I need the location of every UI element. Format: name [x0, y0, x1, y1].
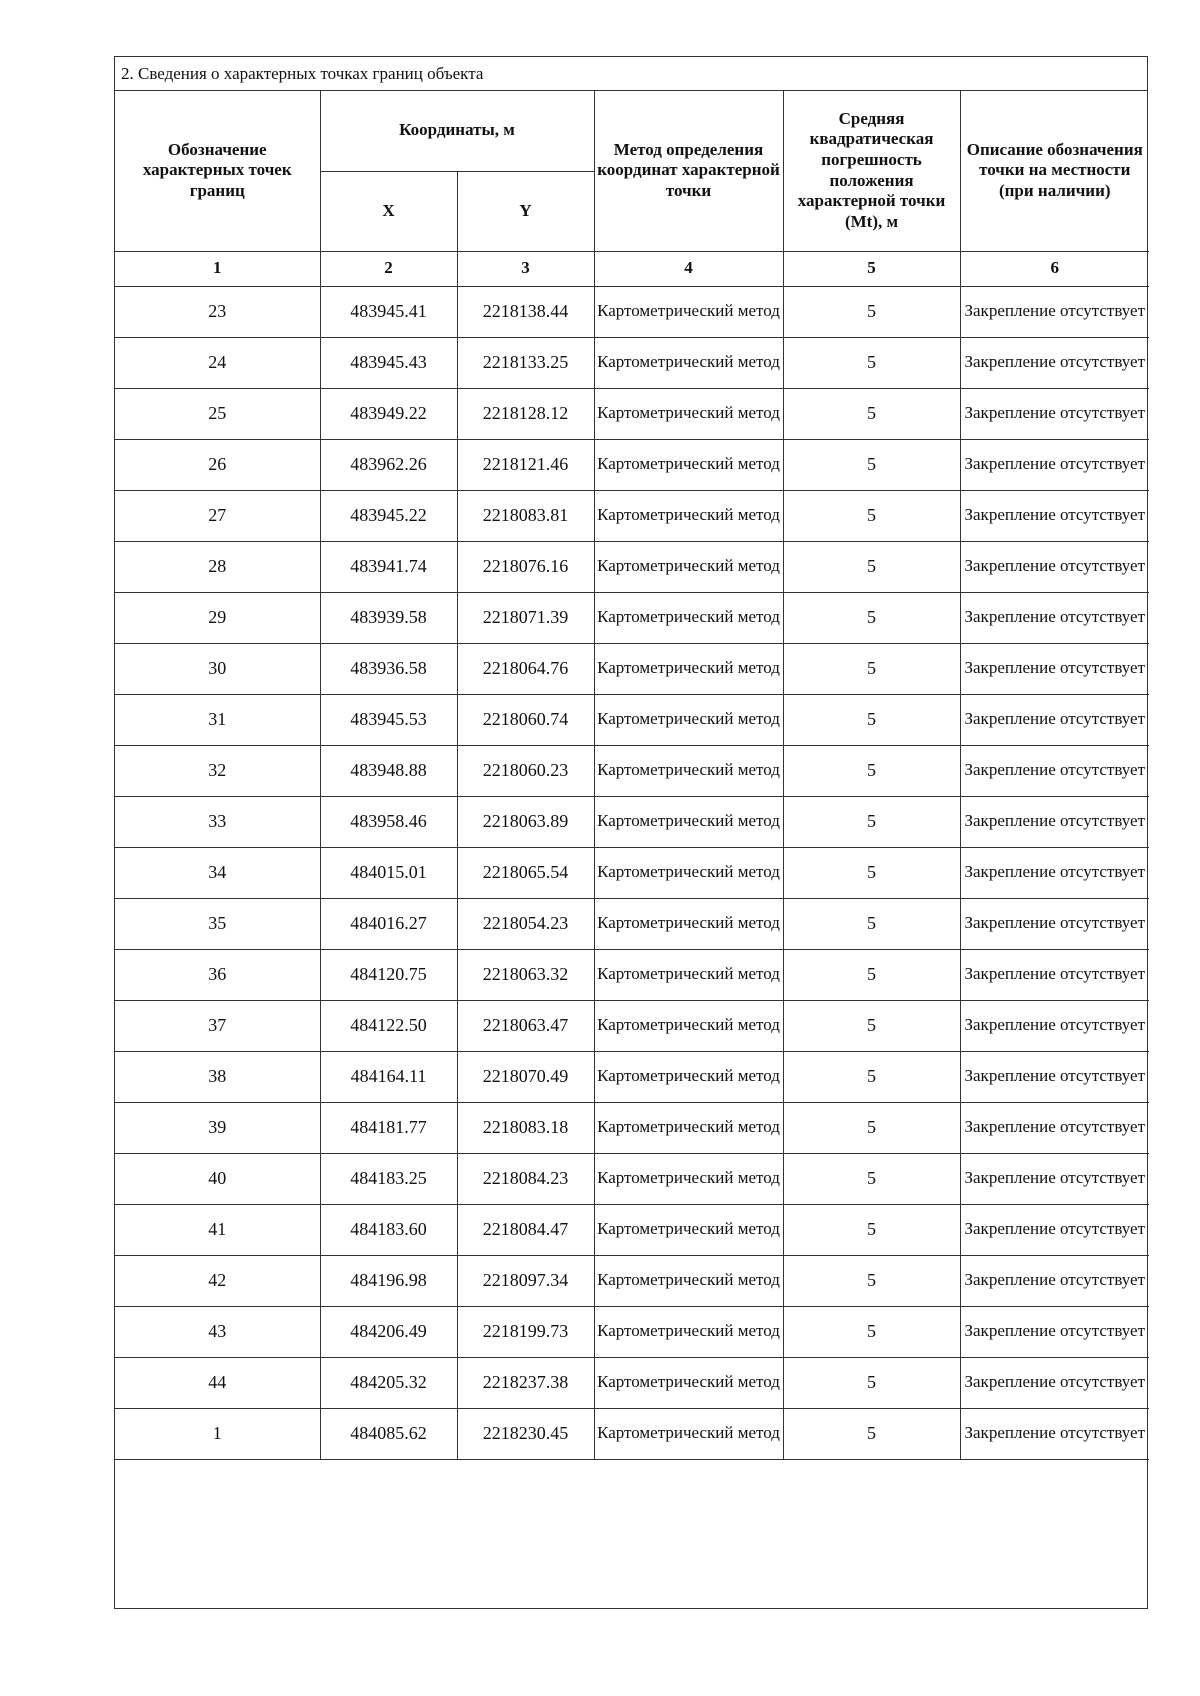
cell-description: Закрепление отсутствует [960, 541, 1149, 592]
table-row [115, 286, 1149, 337]
cell-error: 5 [783, 1000, 960, 1051]
cell-method: Картометрический метод [594, 898, 783, 949]
table-row [115, 1000, 1149, 1051]
cell-x-coordinate: 483939.58 [320, 592, 457, 643]
header-y: Y [457, 171, 594, 251]
cell-description: Закрепление отсутствует [960, 949, 1149, 1000]
cell-x-coordinate: 483958.46 [320, 796, 457, 847]
cell-point-number: 36 [115, 949, 320, 1000]
cell-point-number: 29 [115, 592, 320, 643]
cell-x-coordinate: 484181.77 [320, 1102, 457, 1153]
cell-description: Закрепление отсутствует [960, 643, 1149, 694]
cell-y-coordinate: 2218070.49 [457, 1051, 594, 1102]
header-designation: Обозначение характерных точек границ [115, 91, 320, 251]
cell-point-number: 34 [115, 847, 320, 898]
column-number: 3 [457, 251, 594, 286]
table-row [115, 1306, 1149, 1357]
cell-error: 5 [783, 796, 960, 847]
cell-error: 5 [783, 1102, 960, 1153]
cell-x-coordinate: 484183.60 [320, 1204, 457, 1255]
table-row [115, 643, 1149, 694]
cell-y-coordinate: 2218063.89 [457, 796, 594, 847]
cell-x-coordinate: 483945.53 [320, 694, 457, 745]
cell-method: Картометрический метод [594, 337, 783, 388]
column-number: 1 [115, 251, 320, 286]
cell-method: Картометрический метод [594, 694, 783, 745]
cell-x-coordinate: 483936.58 [320, 643, 457, 694]
cell-x-coordinate: 484164.11 [320, 1051, 457, 1102]
cell-error: 5 [783, 1153, 960, 1204]
column-number: 6 [960, 251, 1149, 286]
table-row [115, 847, 1149, 898]
cell-method: Картометрический метод [594, 1153, 783, 1204]
cell-y-coordinate: 2218064.76 [457, 643, 594, 694]
cell-point-number: 32 [115, 745, 320, 796]
cell-point-number: 27 [115, 490, 320, 541]
table-row [115, 898, 1149, 949]
cell-x-coordinate: 483948.88 [320, 745, 457, 796]
cell-y-coordinate: 2218083.18 [457, 1102, 594, 1153]
cell-method: Картометрический метод [594, 745, 783, 796]
table-row [115, 1102, 1149, 1153]
cell-method: Картометрический метод [594, 796, 783, 847]
cell-description: Закрепление отсутствует [960, 898, 1149, 949]
boundary-points-sheet [114, 56, 1148, 1609]
cell-description: Закрепление отсутствует [960, 337, 1149, 388]
cell-y-coordinate: 2218199.73 [457, 1306, 594, 1357]
cell-x-coordinate: 484015.01 [320, 847, 457, 898]
cell-point-number: 37 [115, 1000, 320, 1051]
cell-y-coordinate: 2218065.54 [457, 847, 594, 898]
cell-description: Закрепление отсутствует [960, 1408, 1149, 1459]
cell-error: 5 [783, 1306, 960, 1357]
cell-point-number: 38 [115, 1051, 320, 1102]
table-row [115, 388, 1149, 439]
cell-point-number: 31 [115, 694, 320, 745]
cell-point-number: 41 [115, 1204, 320, 1255]
section-title: 2. Сведения о характерных точках границ объекта [115, 57, 1147, 91]
table-row [115, 1153, 1149, 1204]
column-number: 5 [783, 251, 960, 286]
cell-x-coordinate: 483941.74 [320, 541, 457, 592]
cell-description: Закрепление отсутствует [960, 286, 1149, 337]
cell-error: 5 [783, 694, 960, 745]
cell-error: 5 [783, 592, 960, 643]
header-error: Средняя квадратическая погрешность положения характерной точки (Mt), м [783, 91, 960, 251]
cell-error: 5 [783, 337, 960, 388]
cell-point-number: 30 [115, 643, 320, 694]
cell-description: Закрепление отсутствует [960, 1051, 1149, 1102]
header-coordinates: Координаты, м [320, 91, 594, 171]
cell-y-coordinate: 2218084.47 [457, 1204, 594, 1255]
cell-description: Закрепление отсутствует [960, 1357, 1149, 1408]
cell-method: Картометрический метод [594, 439, 783, 490]
cell-y-coordinate: 2218063.47 [457, 1000, 594, 1051]
cell-x-coordinate: 483945.43 [320, 337, 457, 388]
cell-description: Закрепление отсутствует [960, 490, 1149, 541]
cell-point-number: 35 [115, 898, 320, 949]
table-row [115, 337, 1149, 388]
table-row [115, 439, 1149, 490]
table-row [115, 541, 1149, 592]
cell-error: 5 [783, 898, 960, 949]
cell-error: 5 [783, 643, 960, 694]
cell-method: Картометрический метод [594, 1306, 783, 1357]
cell-point-number: 28 [115, 541, 320, 592]
cell-point-number: 1 [115, 1408, 320, 1459]
cell-method: Картометрический метод [594, 1051, 783, 1102]
cell-point-number: 23 [115, 286, 320, 337]
cell-point-number: 25 [115, 388, 320, 439]
cell-method: Картометрический метод [594, 286, 783, 337]
cell-point-number: 39 [115, 1102, 320, 1153]
cell-description: Закрепление отсутствует [960, 388, 1149, 439]
cell-y-coordinate: 2218071.39 [457, 592, 594, 643]
cell-method: Картометрический метод [594, 592, 783, 643]
cell-description: Закрепление отсутствует [960, 1306, 1149, 1357]
cell-x-coordinate: 484120.75 [320, 949, 457, 1000]
cell-point-number: 24 [115, 337, 320, 388]
cell-method: Картометрический метод [594, 541, 783, 592]
table-row [115, 745, 1149, 796]
cell-method: Картометрический метод [594, 1357, 783, 1408]
cell-method: Картометрический метод [594, 490, 783, 541]
cell-error: 5 [783, 949, 960, 1000]
cell-x-coordinate: 483949.22 [320, 388, 457, 439]
cell-y-coordinate: 2218133.25 [457, 337, 594, 388]
header-method: Метод определения координат характерной точки [594, 91, 783, 251]
cell-y-coordinate: 2218084.23 [457, 1153, 594, 1204]
cell-x-coordinate: 483945.41 [320, 286, 457, 337]
cell-y-coordinate: 2218097.34 [457, 1255, 594, 1306]
cell-error: 5 [783, 1357, 960, 1408]
header-description: Описание обозначения точки на местности (при наличии) [960, 91, 1149, 251]
cell-x-coordinate: 484085.62 [320, 1408, 457, 1459]
cell-y-coordinate: 2218083.81 [457, 490, 594, 541]
cell-method: Картометрический метод [594, 388, 783, 439]
cell-y-coordinate: 2218230.45 [457, 1408, 594, 1459]
cell-method: Картометрический метод [594, 1000, 783, 1051]
table-row [115, 694, 1149, 745]
cell-x-coordinate: 484196.98 [320, 1255, 457, 1306]
cell-x-coordinate: 484122.50 [320, 1000, 457, 1051]
cell-y-coordinate: 2218063.32 [457, 949, 594, 1000]
cell-description: Закрепление отсутствует [960, 1255, 1149, 1306]
cell-x-coordinate: 484183.25 [320, 1153, 457, 1204]
cell-description: Закрепление отсутствует [960, 439, 1149, 490]
table-row [115, 1408, 1149, 1459]
cell-description: Закрепление отсутствует [960, 1204, 1149, 1255]
column-number: 4 [594, 251, 783, 286]
cell-method: Картометрический метод [594, 1408, 783, 1459]
cell-y-coordinate: 2218237.38 [457, 1357, 594, 1408]
cell-x-coordinate: 483962.26 [320, 439, 457, 490]
cell-description: Закрепление отсутствует [960, 694, 1149, 745]
boundary-points-table [115, 91, 1149, 1460]
table-row [115, 1051, 1149, 1102]
cell-y-coordinate: 2218060.23 [457, 745, 594, 796]
column-number: 2 [320, 251, 457, 286]
cell-error: 5 [783, 490, 960, 541]
header-x: X [320, 171, 457, 251]
cell-description: Закрепление отсутствует [960, 745, 1149, 796]
cell-error: 5 [783, 847, 960, 898]
table-row [115, 796, 1149, 847]
cell-method: Картометрический метод [594, 643, 783, 694]
cell-y-coordinate: 2218128.12 [457, 388, 594, 439]
cell-error: 5 [783, 1408, 960, 1459]
cell-y-coordinate: 2218054.23 [457, 898, 594, 949]
table-row [115, 1204, 1149, 1255]
cell-method: Картометрический метод [594, 1255, 783, 1306]
cell-x-coordinate: 484206.49 [320, 1306, 457, 1357]
cell-point-number: 40 [115, 1153, 320, 1204]
table-row [115, 592, 1149, 643]
cell-method: Картометрический метод [594, 847, 783, 898]
cell-point-number: 33 [115, 796, 320, 847]
cell-point-number: 42 [115, 1255, 320, 1306]
cell-y-coordinate: 2218138.44 [457, 286, 594, 337]
table-body [115, 286, 1149, 1459]
cell-method: Картометрический метод [594, 1204, 783, 1255]
cell-description: Закрепление отсутствует [960, 847, 1149, 898]
cell-description: Закрепление отсутствует [960, 1153, 1149, 1204]
cell-error: 5 [783, 541, 960, 592]
cell-description: Закрепление отсутствует [960, 1000, 1149, 1051]
cell-error: 5 [783, 745, 960, 796]
cell-y-coordinate: 2218076.16 [457, 541, 594, 592]
cell-error: 5 [783, 1255, 960, 1306]
table-row [115, 1357, 1149, 1408]
cell-description: Закрепление отсутствует [960, 592, 1149, 643]
cell-point-number: 43 [115, 1306, 320, 1357]
cell-description: Закрепление отсутствует [960, 1102, 1149, 1153]
cell-x-coordinate: 484016.27 [320, 898, 457, 949]
blank-area [115, 1460, 1147, 1598]
cell-method: Картометрический метод [594, 1102, 783, 1153]
table-row [115, 1255, 1149, 1306]
cell-x-coordinate: 483945.22 [320, 490, 457, 541]
table-row [115, 490, 1149, 541]
cell-error: 5 [783, 1204, 960, 1255]
cell-error: 5 [783, 388, 960, 439]
cell-y-coordinate: 2218060.74 [457, 694, 594, 745]
cell-description: Закрепление отсутствует [960, 796, 1149, 847]
cell-y-coordinate: 2218121.46 [457, 439, 594, 490]
cell-x-coordinate: 484205.32 [320, 1357, 457, 1408]
cell-point-number: 26 [115, 439, 320, 490]
cell-error: 5 [783, 1051, 960, 1102]
cell-point-number: 44 [115, 1357, 320, 1408]
cell-method: Картометрический метод [594, 949, 783, 1000]
cell-error: 5 [783, 286, 960, 337]
table-row [115, 949, 1149, 1000]
cell-error: 5 [783, 439, 960, 490]
